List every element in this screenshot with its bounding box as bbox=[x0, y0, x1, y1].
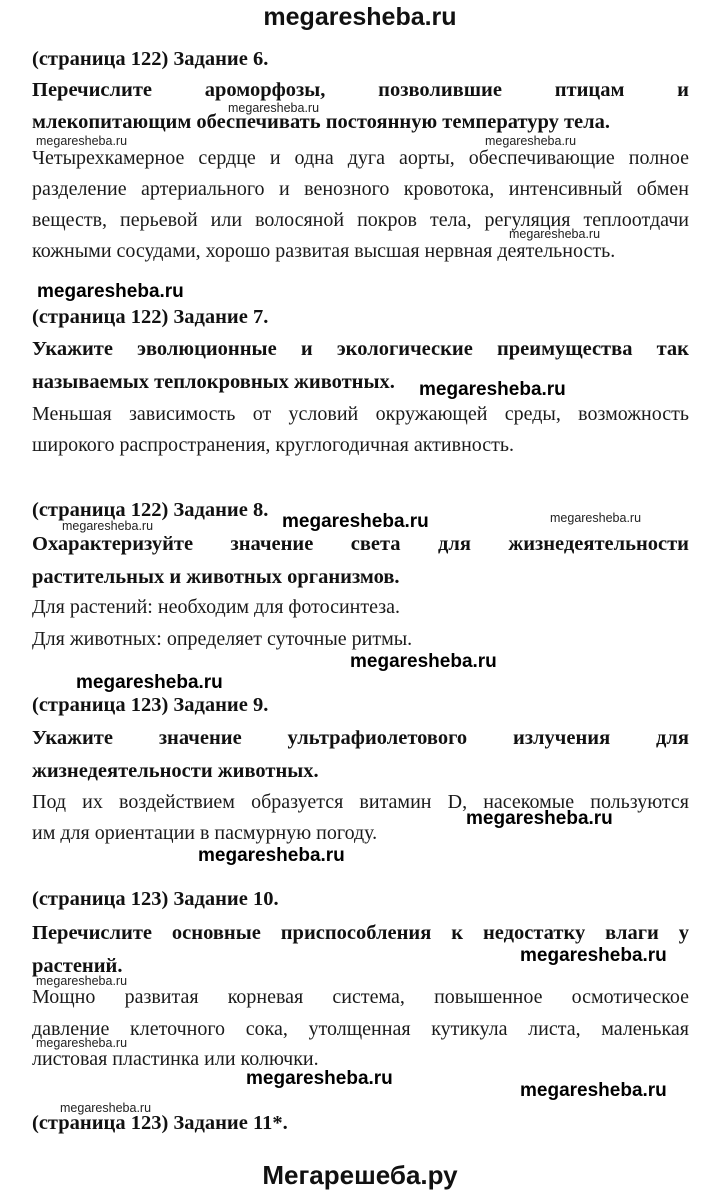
task-6-answer-line-4: кожными сосудами, хорошо развитая высшая нервная деятельность. bbox=[32, 240, 616, 262]
watermark: megaresheba.ru bbox=[36, 974, 128, 988]
task-8-header: (страница 122) Задание 8. bbox=[32, 499, 269, 521]
task-6-question-line-1: Перечислите ароморфозы, позволившие птицам и bbox=[32, 79, 689, 101]
task-8-question-line-2: растительных и животных организмов. bbox=[32, 566, 400, 588]
watermark: megaresheba.ru bbox=[246, 1068, 393, 1089]
watermark: megaresheba.ru bbox=[198, 845, 345, 866]
task-9-answer-line-2: им для ориентации в пасмурную погоду. bbox=[32, 822, 378, 844]
task-6-header: (страница 122) Задание 6. bbox=[32, 48, 269, 70]
watermark: megaresheba.ru bbox=[466, 808, 613, 829]
task-10-answer-line-3: листовая пластинка или колючки. bbox=[32, 1048, 319, 1070]
task-7-answer-line-2: широкого распространения, круглогодичная активность. bbox=[32, 434, 515, 456]
task-9-header: (страница 123) Задание 9. bbox=[32, 694, 269, 716]
task-7-answer-line-1: Меньшая зависимость от условий окружающей среды, возможность bbox=[32, 403, 689, 425]
watermark: megaresheba.ru bbox=[520, 945, 667, 966]
task-10-header: (страница 123) Задание 10. bbox=[32, 888, 279, 910]
watermark: megaresheba.ru bbox=[520, 1080, 667, 1101]
task-7-question-line-1: Укажите эволюционные и экологические преимущества так bbox=[32, 338, 689, 360]
task-9-question-line-1: Укажите значение ультрафиолетового излучения для bbox=[32, 727, 689, 749]
watermark: megaresheba.ru bbox=[60, 1101, 152, 1115]
watermark: megaresheba.ru bbox=[509, 227, 601, 241]
task-8-question-line-1: Охарактеризуйте значение света для жизнедеятельности bbox=[32, 533, 689, 555]
task-10-answer-line-1: Мощно развитая корневая система, повышенное осмотическое bbox=[32, 986, 689, 1008]
watermark: megaresheba.ru bbox=[350, 651, 497, 672]
watermark: megaresheba.ru bbox=[550, 511, 642, 525]
watermark: megaresheba.ru bbox=[36, 134, 128, 148]
task-7-header: (страница 122) Задание 7. bbox=[32, 306, 269, 328]
watermark: megaresheba.ru bbox=[485, 134, 577, 148]
task-10-question-line-1: Перечислите основные приспособления к недостатку влаги у bbox=[32, 922, 689, 944]
task-6-question-line-2: млекопитающим обеспечивать постоянную температуру тела. bbox=[32, 111, 611, 133]
task-8-answer-line-1: Для растений: необходим для фотосинтеза. bbox=[32, 596, 400, 618]
task-8-answer-line-2: Для животных: определяет суточные ритмы. bbox=[32, 628, 413, 650]
task-9-question-line-2: жизнедеятельности животных. bbox=[32, 760, 319, 782]
watermark: megaresheba.ru bbox=[37, 281, 184, 302]
watermark: megaresheba.ru bbox=[282, 511, 429, 532]
task-6-answer-line-1: Четырехкамерное сердце и одна дуга аорты, обеспечивающие полное bbox=[32, 147, 689, 169]
watermark: megaresheba.ru bbox=[76, 672, 223, 693]
task-11-header: (страница 123) Задание 11*. bbox=[32, 1112, 288, 1134]
task-9-answer-line-1: Под их воздействием образуется витамин D, насекомые пользуются bbox=[32, 791, 689, 813]
task-6-answer-line-2: разделение артериального и венозного кровотока, интенсивный обмен bbox=[32, 178, 689, 200]
task-10-answer-line-2: давление клеточного сока, утолщенная кутикула листа, маленькая bbox=[32, 1018, 689, 1040]
task-10-question-line-2: растений. bbox=[32, 955, 123, 977]
site-footer[interactable]: Мегарешеба.ру bbox=[262, 1160, 458, 1190]
watermark: megaresheba.ru bbox=[419, 379, 566, 400]
watermark: megaresheba.ru bbox=[62, 519, 154, 533]
watermark: megaresheba.ru bbox=[228, 101, 320, 115]
task-6-answer-line-3: веществ, перьевой или волосяной покров тела, регуляция теплоотдачи bbox=[32, 209, 689, 231]
site-header[interactable]: megaresheba.ru bbox=[263, 3, 457, 31]
watermark: megaresheba.ru bbox=[36, 1036, 128, 1050]
task-7-question-line-2: называемых теплокровных животных. bbox=[32, 371, 395, 393]
